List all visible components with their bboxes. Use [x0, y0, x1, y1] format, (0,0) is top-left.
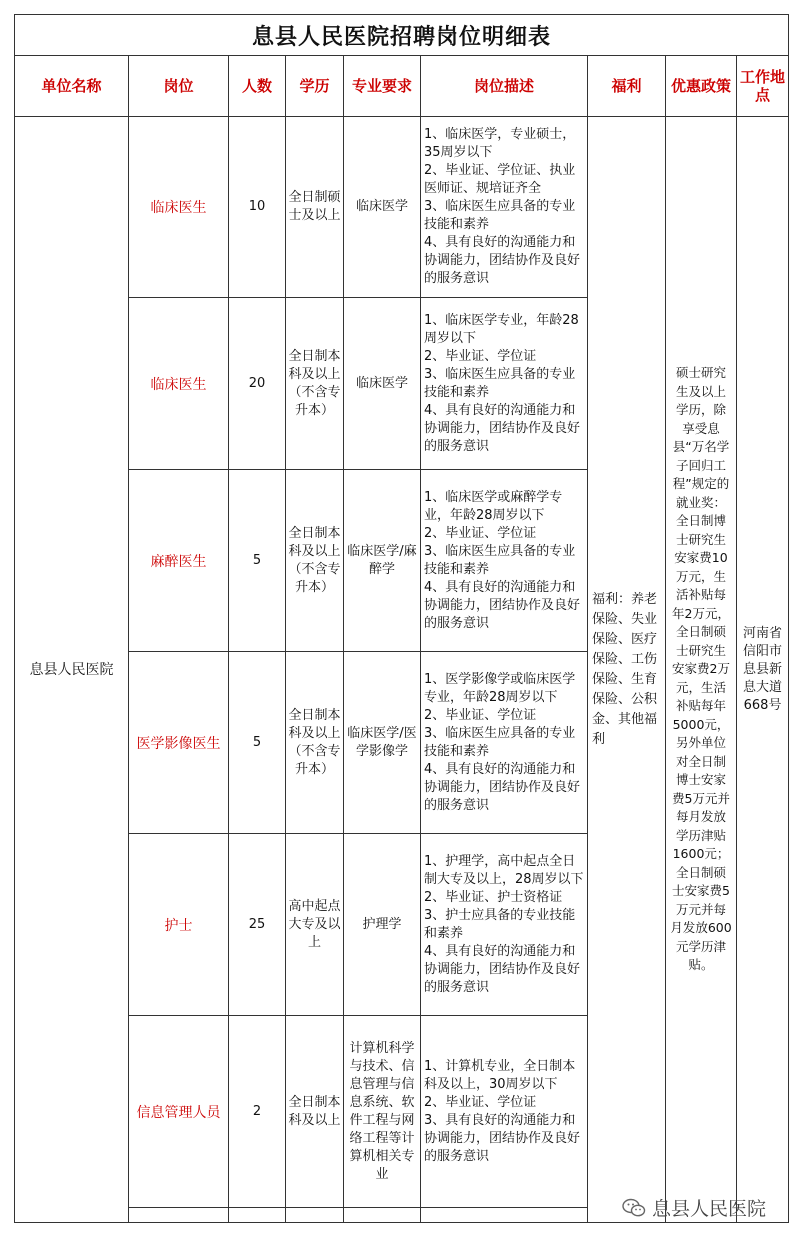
header-location: 工作地点: [737, 56, 789, 117]
description-cell: 1、临床医学或麻醉学专业，年龄28周岁以下 2、毕业证、学位证 3、临床医生应具备的专业技能和素养 4、具有良好的沟通能力和协调能力，团结协作及良好的服务意识: [421, 470, 588, 652]
empty-cell: [229, 1208, 286, 1223]
major-cell: 护理学: [344, 834, 421, 1016]
empty-cell: [286, 1208, 344, 1223]
header-major: 专业要求: [344, 56, 421, 117]
education-cell: 全日制本科及以上（不含专升本）: [286, 470, 344, 652]
education-cell: 全日制硕士及以上: [286, 117, 344, 298]
header-count: 人数: [229, 56, 286, 117]
header-policy: 优惠政策: [666, 56, 737, 117]
empty-cell: [344, 1208, 421, 1223]
empty-cell: [421, 1208, 588, 1223]
position-cell: 信息管理人员: [129, 1016, 229, 1208]
table-row: [15, 117, 789, 298]
description-cell: 1、临床医学，专业硕士，35周岁以下 2、毕业证、学位证、执业医师证、规培证齐全 3、临床医生应具备的专业技能和素养 4、具有良好的沟通能力和协调能力，团结协作及良好的服务意识: [421, 117, 588, 298]
watermark-text: 息县人民医院: [652, 1198, 767, 1220]
major-cell: 临床医学/医学影像学: [344, 652, 421, 834]
watermark: [622, 1194, 766, 1221]
header-education: 学历: [286, 56, 344, 117]
major-cell: 临床医学/麻醉学: [344, 470, 421, 652]
position-cell: 医学影像医生: [129, 652, 229, 834]
header-description: 岗位描述: [421, 56, 588, 117]
major-cell: 临床医学: [344, 117, 421, 298]
description-cell: 1、护理学，高中起点全日制大专及以上，28周岁以下 2、毕业证、护士资格证 3、护士应具备的专业技能和素养 4、具有良好的沟通能力和协调能力，团结协作及良好的服务意识: [421, 834, 588, 1016]
education-cell: 全日制本科及以上: [286, 1016, 344, 1208]
education-cell: 全日制本科及以上（不含专升本）: [286, 652, 344, 834]
count-cell: 5: [229, 652, 286, 834]
header-unit: 单位名称: [15, 56, 129, 117]
count-cell: 5: [229, 470, 286, 652]
count-cell: 20: [229, 298, 286, 470]
location-cell: 河南省信阳市息县新息大道668号: [737, 117, 789, 1223]
header-row: [15, 56, 789, 117]
recruitment-table: [14, 14, 789, 1223]
welfare-cell: 福利：养老保险、失业保险、医疗保险、工伤保险、生育保险、公积金、其他福利: [588, 117, 666, 1223]
unit-name-cell: 息县人民医院: [15, 117, 129, 1223]
empty-cell: [129, 1208, 229, 1223]
major-cell: 临床医学: [344, 298, 421, 470]
major-cell: 计算机科学与技术、信息管理与信息系统、软件工程与网络工程等计算机相关专业: [344, 1016, 421, 1208]
description-cell: 1、临床医学专业，年龄28周岁以下 2、毕业证、学位证 3、临床医生应具备的专业技能和素养 4、具有良好的沟通能力和协调能力，团结协作及良好的服务意识: [421, 298, 588, 470]
page-title: 息县人民医院招聘岗位明细表: [15, 15, 789, 56]
position-cell: 临床医生: [129, 117, 229, 298]
position-cell: 护士: [129, 834, 229, 1016]
education-cell: 高中起点大专及以上: [286, 834, 344, 1016]
count-cell: 2: [229, 1016, 286, 1208]
policy-cell: 硕士研究生及以上学历，除享受息县“万名学子回归工程”规定的就业奖：全日制博士研究生安家费10万元，生活补贴每年2万元，全日制硕士研究生安家费2万元，生活补贴每年5000元，另外单位对全日制博士安家费5万元并每月发放学历津贴1600元；全日制硕士安家费5万元并每月发放600元学历津贴。: [666, 117, 737, 1223]
wechat-icon: [622, 1198, 646, 1218]
count-cell: 10: [229, 117, 286, 298]
header-position: 岗位: [129, 56, 229, 117]
position-cell: 临床医生: [129, 298, 229, 470]
count-cell: 25: [229, 834, 286, 1016]
education-cell: 全日制本科及以上（不含专升本）: [286, 298, 344, 470]
description-cell: 1、计算机专业，全日制本科及以上，30周岁以下 2、毕业证、学位证 3、具有良好的沟通能力和协调能力，团结协作及良好的服务意识: [421, 1016, 588, 1208]
position-cell: 麻醉医生: [129, 470, 229, 652]
description-cell: 1、医学影像学或临床医学专业，年龄28周岁以下 2、毕业证、学位证 3、临床医生应具备的专业技能和素养 4、具有良好的沟通能力和协调能力，团结协作及良好的服务意识: [421, 652, 588, 834]
header-welfare: 福利: [588, 56, 666, 117]
